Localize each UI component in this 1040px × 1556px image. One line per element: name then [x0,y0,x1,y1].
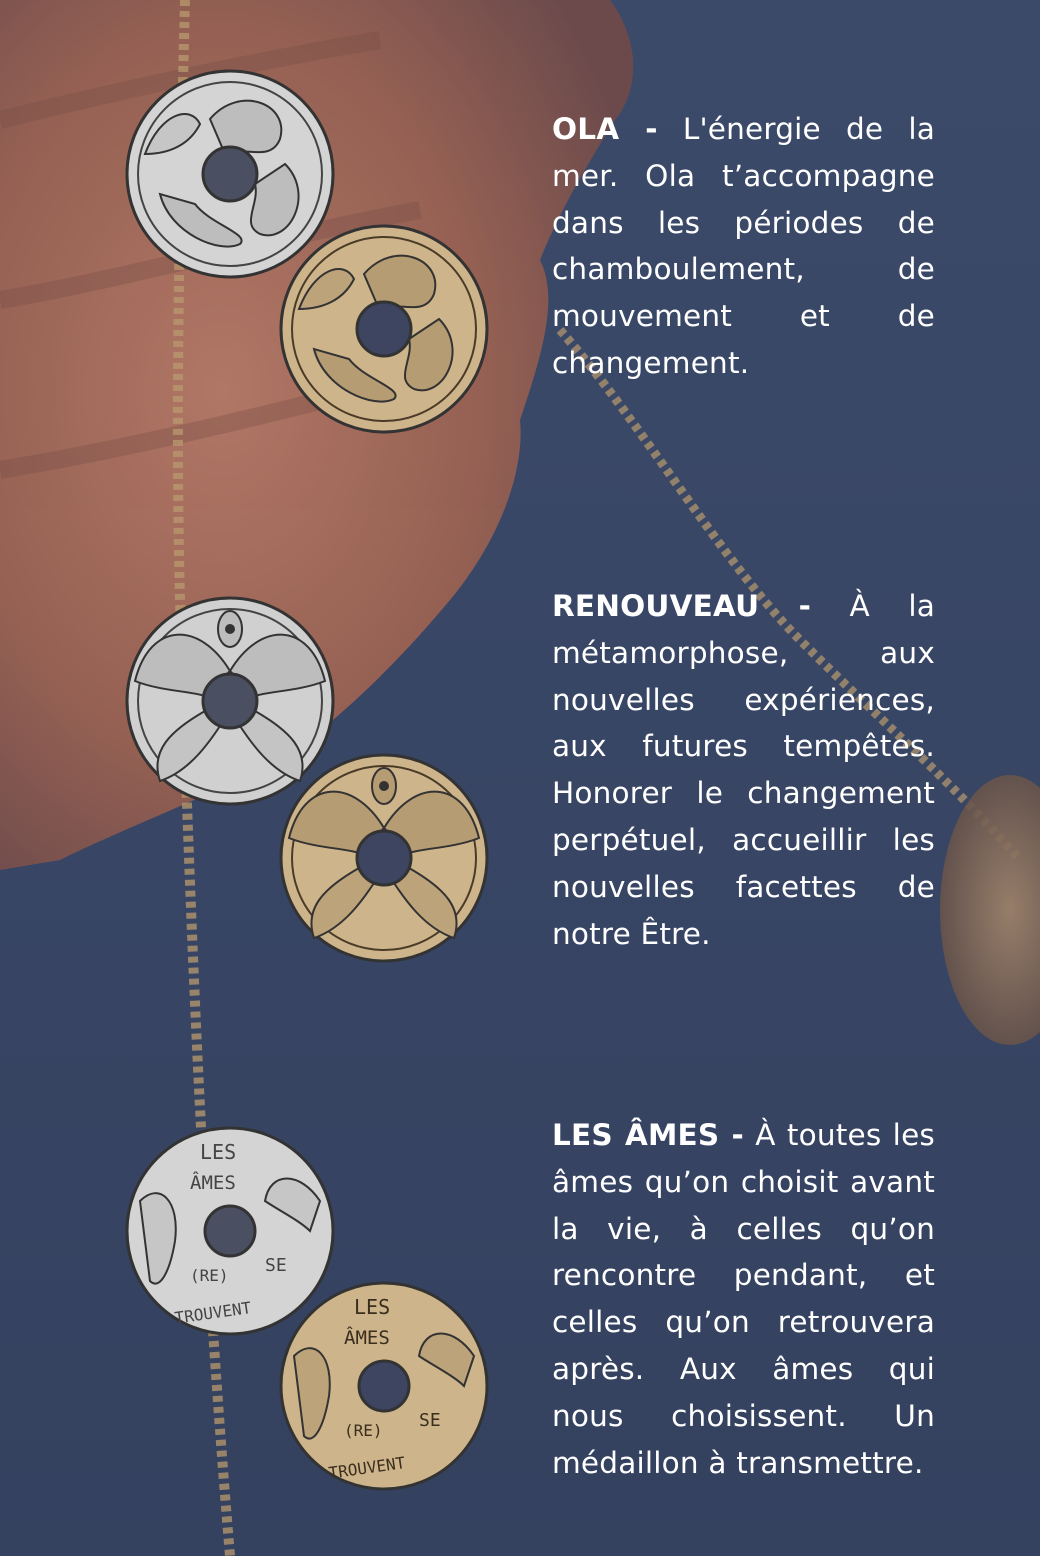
ola-description [552,106,935,387]
ames-silver-inscription-ames: ÂMES [190,1172,236,1194]
ames-title: LES ÂMES - [552,1118,744,1152]
ames-gold-inscription-trouvent: TROUVENT [327,1453,407,1483]
ames-silver-inscription-re: (RE) [190,1266,229,1285]
ola-title: OLA - [552,112,658,146]
ames-gold-inscription-ames: ÂMES [344,1327,390,1349]
ola-gold-medal [278,223,490,435]
ames-text: À toutes les âmes qu’on choisit avant la vie, à celles qu’on rencontre pendant, et celles qu’on retrouvera après. Aux âmes qui nous choisissent. Un médaillon à transmettre. [552,1118,935,1480]
ames-silver-inscription-trouvent: TROUVENT [173,1298,253,1328]
ames-gold-inscription-re: (RE) [344,1421,383,1440]
ames-silver-inscription-se: SE [265,1255,287,1276]
renouveau-title: RENOUVEAU - [552,589,812,623]
ames-description [552,1112,935,1486]
renouveau-description [552,583,935,957]
ames-silver-inscription-les: LES [200,1140,237,1164]
ola-text: L'énergie de la mer. Ola t’accompagne dans les périodes de chamboulement, de mouvement et de changement. [552,112,935,380]
renouveau-text: À la métamorphose, aux nouvelles expériences, aux futures tempêtes. Honorer le changement perpétuel, accueillir les nouvelles facettes de notre Être. [552,589,936,951]
ames-gold-inscription-les: LES [354,1295,391,1319]
ames-gold-inscription-se: SE [419,1410,441,1431]
ames-gold-medal [278,1280,490,1492]
renouveau-gold-medal [278,752,490,964]
